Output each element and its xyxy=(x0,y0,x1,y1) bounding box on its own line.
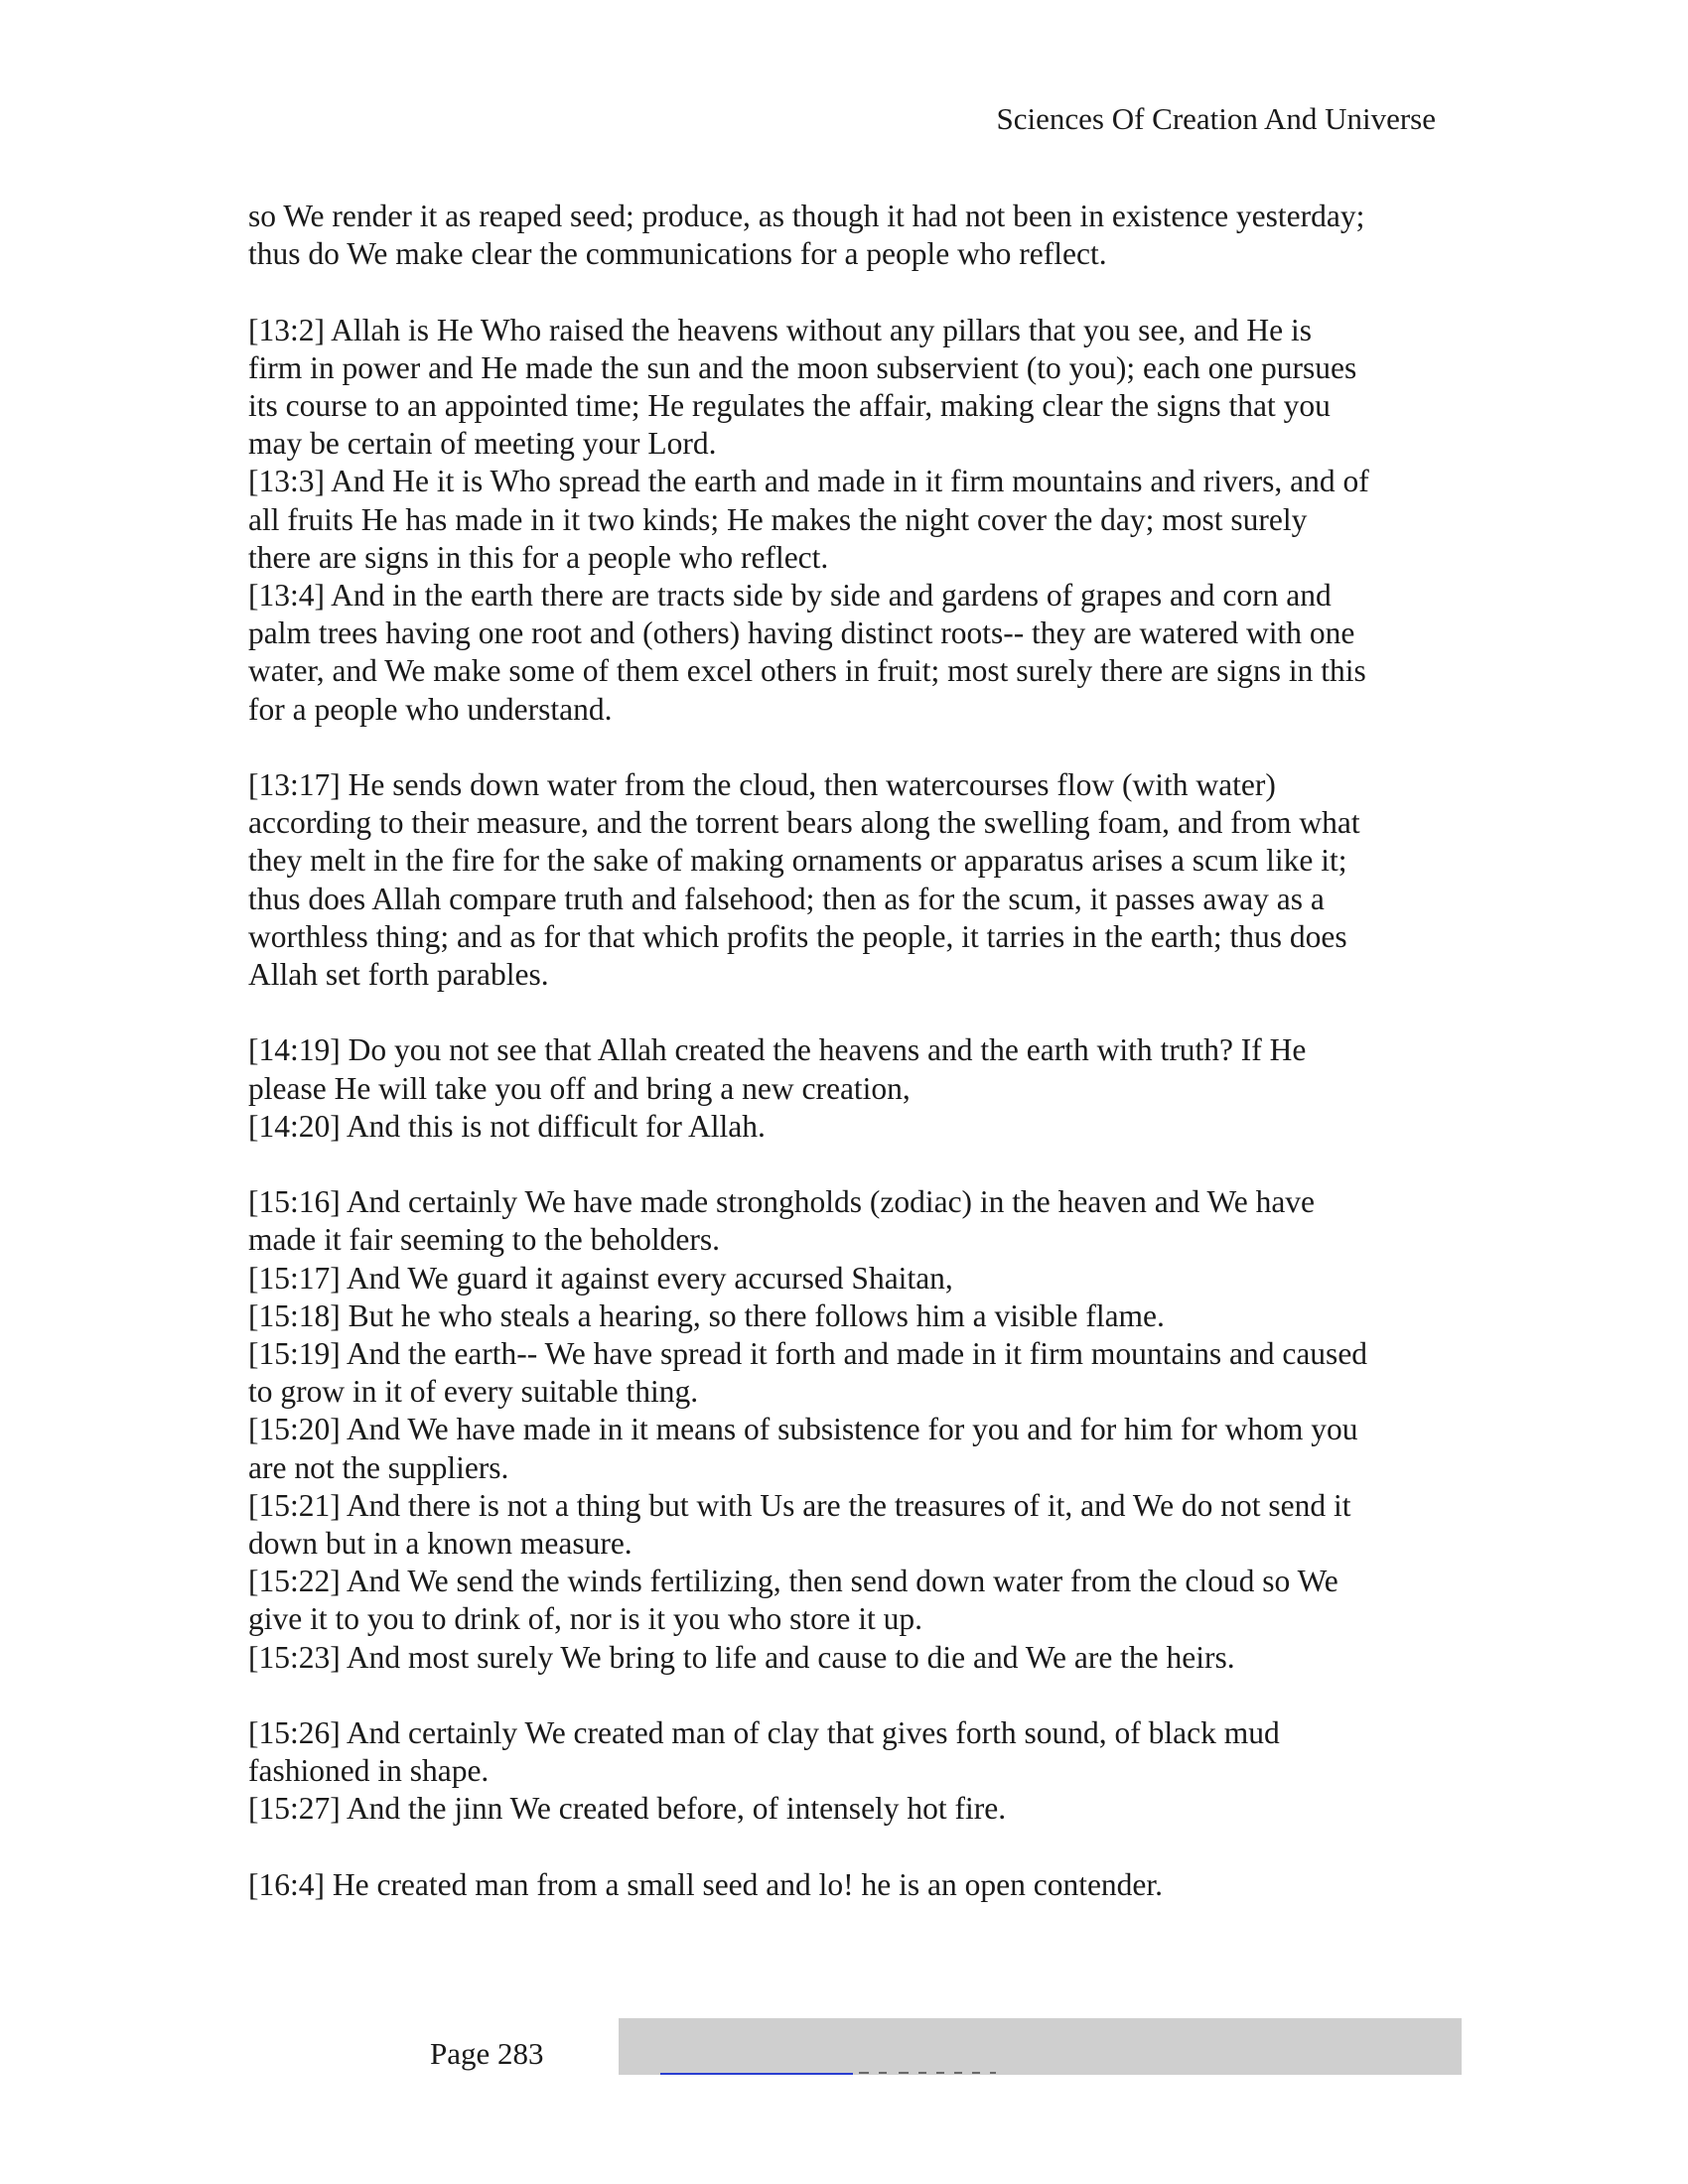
text-line: [15:22] And We send the winds fertilizing, then send down water from the cloud so We xyxy=(248,1564,1338,1599)
paragraph xyxy=(248,1183,1440,1677)
text-line: firm in power and He made the sun and the moon subservient (to you); each one pursues xyxy=(248,349,1357,385)
text-line: [14:19] Do you not see that Allah created the heavens and the earth with truth? If He xyxy=(248,1032,1307,1068)
text-line: give it to you to drink of, nor is it you who store it up. xyxy=(248,1601,922,1637)
text-line: made it fair seeming to the beholders. xyxy=(248,1222,720,1258)
page-body xyxy=(248,198,1440,1942)
text-line: [13:3] And He it is Who spread the earth and made in it firm mountains and rivers, and of xyxy=(248,464,1369,499)
text-line: thus does Allah compare truth and falsehood; then as for the scum, it passes away as a xyxy=(248,881,1325,916)
footer-dash-7 xyxy=(972,2072,980,2074)
running-header: Sciences Of Creation And Universe xyxy=(996,101,1436,136)
text-line: so We render it as reaped seed; produce, as though it had not been in existence yesterday; xyxy=(248,199,1365,233)
paragraph xyxy=(248,1866,1440,1904)
text-line: [15:18] But he who steals a hearing, so there follows him a visible flame. xyxy=(248,1297,1165,1333)
text-line: they melt in the fire for the sake of making ornaments or apparatus arises a scum like it; xyxy=(248,843,1347,879)
text-line: [14:20] And this is not difficult for Allah. xyxy=(248,1108,766,1144)
text-line: for a people who understand. xyxy=(248,691,613,727)
paragraph xyxy=(248,1714,1440,1829)
text-line: [15:20] And We have made in it means of subsistence for you and for him for whom you xyxy=(248,1412,1358,1447)
text-line: [15:21] And there is not a thing but with Us are the treasures of it, and We do not send it xyxy=(248,1487,1351,1523)
text-line: all fruits He has made in it two kinds; He makes the night cover the day; most surely xyxy=(248,501,1308,537)
paragraph xyxy=(248,1031,1440,1146)
text-line: thus do We make clear the communications for a people who reflect. xyxy=(248,236,1107,272)
text-line: are not the suppliers. xyxy=(248,1449,509,1485)
footer-dash-8 xyxy=(990,2072,996,2074)
footer-dash-4 xyxy=(918,2072,926,2074)
text-line: Allah set forth parables. xyxy=(248,957,549,993)
text-line: palm trees having one root and (others) having distinct roots-- they are watered with one xyxy=(248,615,1355,651)
text-line: fashioned in shape. xyxy=(248,1753,490,1789)
text-line: to grow in it of every suitable thing. xyxy=(248,1374,699,1410)
footer-dash-6 xyxy=(954,2072,962,2074)
text-line: down but in a known measure. xyxy=(248,1526,633,1562)
text-line: [13:2] Allah is He Who raised the heavens without any pillars that you see, and He is xyxy=(248,312,1313,347)
text-line: [15:16] And certainly We have made strongholds (zodiac) in the heaven and We have xyxy=(248,1184,1316,1220)
text-line: [15:27] And the jinn We created before, of intensely hot fire. xyxy=(248,1791,1007,1827)
text-line: [15:23] And most surely We bring to life and cause to die and We are the heirs. xyxy=(248,1639,1235,1675)
text-line: may be certain of meeting your Lord. xyxy=(248,426,717,462)
text-line: its course to an appointed time; He regulates the affair, making clear the signs that you xyxy=(248,388,1331,423)
text-line: [13:17] He sends down water from the cloud, then watercourses flow (with water) xyxy=(248,767,1276,803)
text-line: please He will take you off and bring a new creation, xyxy=(248,1070,911,1106)
text-line: water, and We make some of them excel others in fruit; most surely there are signs in this xyxy=(248,653,1366,689)
paragraph xyxy=(248,766,1440,994)
paragraph xyxy=(248,198,1440,273)
footer-dash-2 xyxy=(879,2072,887,2074)
page-number: Page 283 xyxy=(430,2036,544,2071)
text-line: [15:17] And We guard it against every accursed Shaitan, xyxy=(248,1260,953,1296)
footer-dash-5 xyxy=(936,2072,944,2074)
text-line: worthless thing; and as for that which profits the people, it tarries in the earth; thus does xyxy=(248,918,1347,954)
text-line: [13:4] And in the earth there are tracts side by side and gardens of grapes and corn and xyxy=(248,578,1332,614)
text-line: [15:19] And the earth-- We have spread it forth and made in it firm mountains and caused xyxy=(248,1336,1368,1372)
footer-banner xyxy=(619,2018,1462,2075)
paragraph xyxy=(248,312,1440,729)
text-line: [15:26] And certainly We created man of clay that gives forth sound, of black mud xyxy=(248,1715,1280,1751)
footer-dash-1 xyxy=(859,2072,869,2074)
footer-link[interactable] xyxy=(660,2065,853,2075)
text-line: according to their measure, and the torrent bears along the swelling foam, and from what xyxy=(248,805,1360,841)
footer-dash-3 xyxy=(899,2072,909,2074)
text-line: there are signs in this for a people who reflect. xyxy=(248,539,829,575)
text-line: [16:4] He created man from a small seed and lo! he is an open contender. xyxy=(248,1866,1164,1902)
